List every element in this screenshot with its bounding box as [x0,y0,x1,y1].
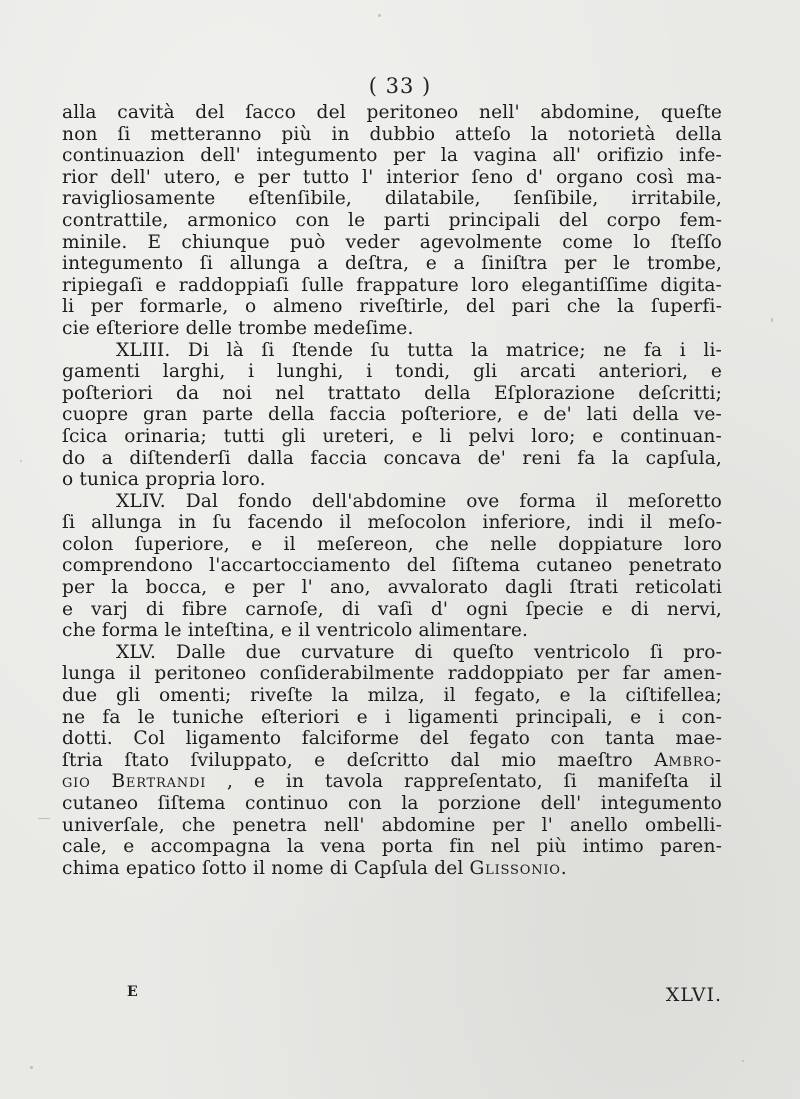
text-line: li per formarle, o almeno riveſtirle, del pari che la ſuperfi- [62,296,722,318]
text-line: ravigliosamente eſtenſibile, dilatabile, ſenſibile, irritabile, [62,188,722,210]
text-line: univerſale, che penetra nell' abdomine per l' anello ombelli- [62,814,722,836]
paper-speck [20,460,22,462]
paragraph-end-line: che forma le inteſtina, e il ventricolo alimentare. [62,620,529,642]
section-xliv-start: XLIV. Dal fondo dell'abdomine ove forma il meſoretto [116,490,722,512]
text-line: do a diſtenderſi dalla faccia concava de' reni fa la capſula, [62,447,722,469]
text-segment: , e in tavola rappreſentato, ſi manifeſta il [227,771,723,793]
text-line: e varj di fibre carnoſe, di vaſi d' ogni ſpecie e di nervi, [62,598,722,620]
paper-speck [30,1066,33,1069]
text-line: ſi allunga in ſu facendo il meſocolon inferiore, indi il meſo- [62,512,722,534]
author-name-gio: gio [62,771,91,793]
paper-speck [378,14,381,17]
text-line: per la bocca, e per l' ano, avvalorato dagli ſtrati reticolati [62,577,722,599]
signature-mark: E [127,984,138,1000]
text-line: colon ſuperiore, e il meſereon, che nelle doppiature loro [62,533,722,555]
text-line: due gli omenti; riveſte la milza, il fegato, e la ciſtifellea; [62,685,722,707]
paragraph-end-line [62,858,722,880]
text-line: integumento ſi allunga a deſtra, e a ſiniſtra per le trombe, [62,253,722,275]
text-line: cutaneo ſiſtema continuo con la porzione dell' integumento [62,793,722,814]
catchword: XLVI. [665,984,722,1006]
paper-speck [771,318,773,322]
text-line [62,750,722,772]
page-number: ( 33 ) [368,74,432,98]
text-line: non ſi metteranno più in dubbio atteſo la notorietà della [62,123,722,145]
text-segment: . [560,857,567,879]
text-line: comprendono l'accartocciamento del ſiſtema cutaneo penetrato [62,555,722,577]
author-name-bertrandi: Bertrandi [111,771,207,793]
text-line: lunga il peritoneo conſiderabilmente raddoppiato per far amen- [62,663,722,685]
text-line [62,771,722,793]
text-line: ſcica orinaria; tutti gli ureteri, e li pelvi loro; e continuan- [62,425,722,447]
text-line: continuazion dell' integumento per la vagina all' orifizio infe- [62,145,722,167]
text-line: gamenti larghi, i lunghi, i tondi, gli arcati anteriori, e [62,361,722,383]
section-xliii-start: XLIII. Di là ſi ſtende ſu tutta la matrice; ne fa i li- [116,339,722,361]
text-line: ne fa le tuniche eſteriori e i ligamenti principali, e i con- [62,706,722,728]
section-xlv-start: XLV. Dalle due curvature di queſto ventricolo ſi pro- [116,641,722,663]
paragraph-end-line: o tunica propria loro. [62,469,266,491]
text-line: cale, e accompagna la vena porta fin nel più intimo paren- [62,836,722,858]
body-text [62,102,722,879]
text-line: cuopre gran parte della faccia poſteriore, e de' lati della ve- [62,404,722,426]
page-footer [62,984,722,1008]
paragraph-end-line: cie eſteriore delle trombe medeſime. [62,317,414,339]
text-line: ripiegaſi e raddoppiaſi ſulle frappature loro elegantiſſime digita- [62,274,722,296]
text-line: minile. E chiunque può veder agevolmente come lo ſteſſo [62,231,722,253]
text-line: poſteriori da noi nel trattato della Eſplorazione deſcritti; [62,382,722,404]
paper-speck [742,1060,744,1062]
text-segment: ſtria ſtato ſviluppato, e deſcritto dal mio maeſtro [62,749,633,771]
text-line: dotti. Col ligamento falciforme del fegato con tanta mae- [62,728,722,750]
paper-speck [38,818,50,819]
text-line: alla cavità del ſacco del peritoneo nell' abdomine, queſte [62,102,722,123]
author-name-ambrogio: Ambro- [654,749,723,771]
text-line: rior dell' utero, e per tutto l' interior ſeno d' organo così ma- [62,166,722,188]
author-name-glissonio: Glissonio [469,857,561,879]
text-line: contrattile, armonico con le parti principali del corpo fem- [62,209,722,231]
text-segment: chima epatico ſotto il nome di Capſula del [62,857,464,879]
